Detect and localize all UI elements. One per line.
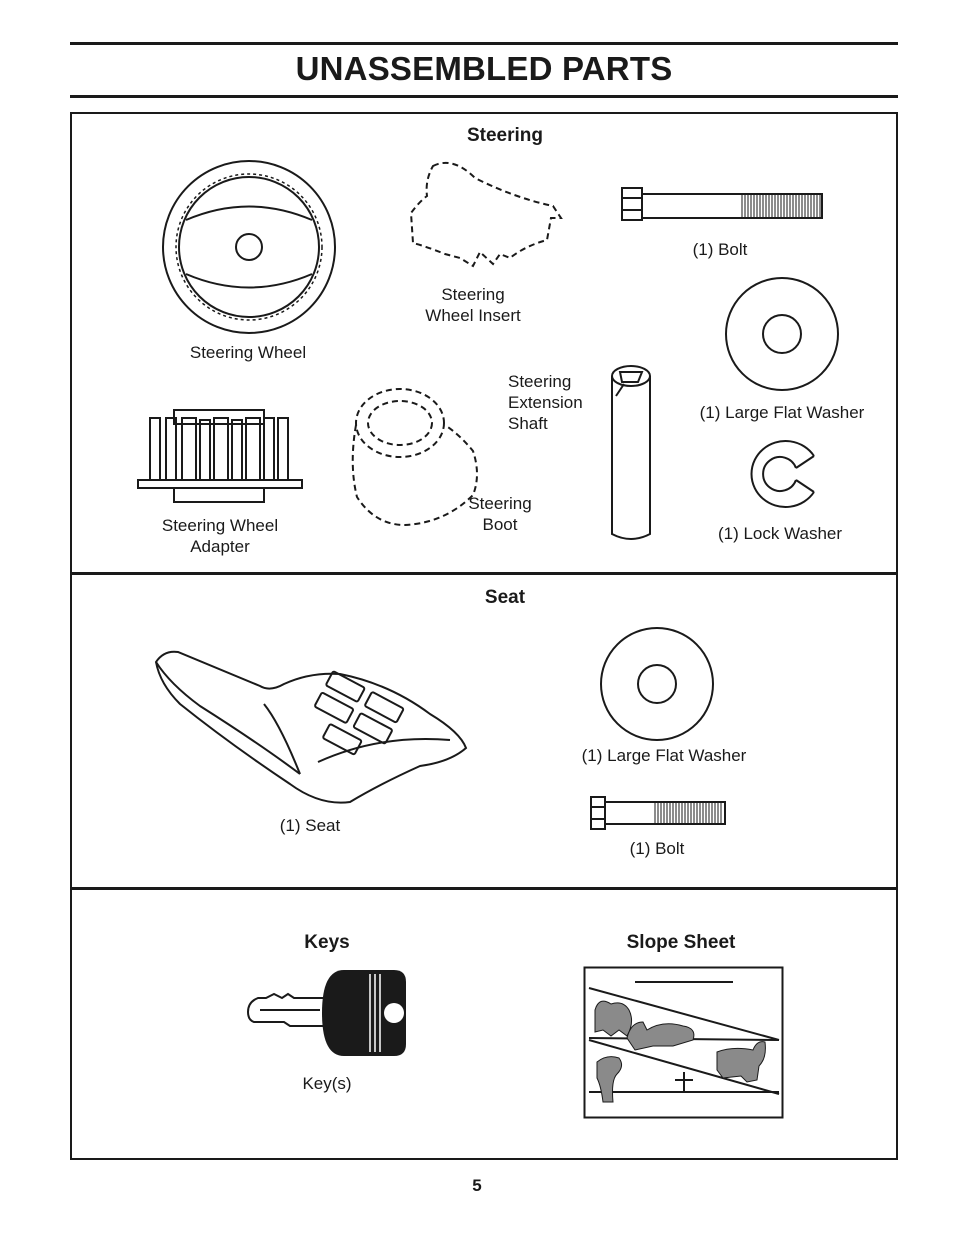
steering-wheel-adapter-label-line1: Steering Wheel bbox=[161, 516, 279, 535]
steering-wheel-insert-label-line2: Wheel Insert bbox=[425, 306, 521, 325]
steering-wheel-adapter-label bbox=[130, 515, 310, 557]
seat-large-flat-washer-illustration bbox=[599, 626, 715, 742]
steering-boot-label bbox=[455, 493, 545, 535]
seat-illustration bbox=[150, 644, 470, 806]
title-underline bbox=[70, 95, 898, 98]
keys-label: Key(s) bbox=[302, 1074, 352, 1093]
steering-wheel-illustration bbox=[160, 158, 338, 336]
slope-sheet-heading: Slope Sheet bbox=[626, 932, 736, 953]
lock-washer-label: (1) Lock Washer bbox=[717, 524, 843, 543]
seat-large-flat-washer-label: (1) Large Flat Washer bbox=[581, 746, 747, 765]
steering-wheel-adapter-label-line2: Adapter bbox=[190, 537, 250, 556]
steering-wheel-label: Steering Wheel bbox=[189, 343, 307, 362]
steering-bolt-illustration bbox=[620, 184, 826, 224]
seat-heading: Seat bbox=[484, 587, 526, 608]
steering-boot-label-line2: Boot bbox=[482, 515, 518, 534]
page-number: 5 bbox=[472, 1176, 482, 1195]
steering-extension-shaft-label-line2: Extension bbox=[508, 393, 583, 412]
steering-bolt-label: (1) Bolt bbox=[692, 240, 748, 259]
slope-sheet-illustration bbox=[583, 966, 784, 1119]
lock-washer-illustration bbox=[744, 438, 820, 510]
seat-bolt-label: (1) Bolt bbox=[629, 839, 685, 858]
steering-extension-shaft-illustration bbox=[606, 362, 656, 544]
steering-wheel-insert-label bbox=[398, 284, 548, 326]
steering-large-flat-washer-label: (1) Large Flat Washer bbox=[699, 403, 865, 422]
page-title: UNASSEMBLED PARTS bbox=[295, 50, 673, 87]
steering-boot-label-line1: Steering bbox=[468, 494, 532, 513]
seat-bolt-illustration bbox=[589, 794, 729, 832]
seat-label: (1) Seat bbox=[279, 816, 341, 835]
keys-heading: Keys bbox=[304, 932, 350, 953]
key-illustration bbox=[244, 968, 410, 1058]
top-rule bbox=[70, 42, 898, 45]
steering-extension-shaft-label-line3: Shaft bbox=[508, 414, 548, 433]
steering-extension-shaft-label-line1: Steering bbox=[508, 372, 572, 391]
steering-heading: Steering bbox=[466, 125, 544, 146]
steering-wheel-adapter-illustration bbox=[136, 406, 304, 504]
steering-extension-shaft-label bbox=[508, 371, 608, 434]
steering-large-flat-washer-illustration bbox=[724, 276, 840, 392]
steering-wheel-insert-illustration bbox=[405, 158, 570, 273]
steering-wheel-insert-label-line1: Steering bbox=[441, 285, 505, 304]
